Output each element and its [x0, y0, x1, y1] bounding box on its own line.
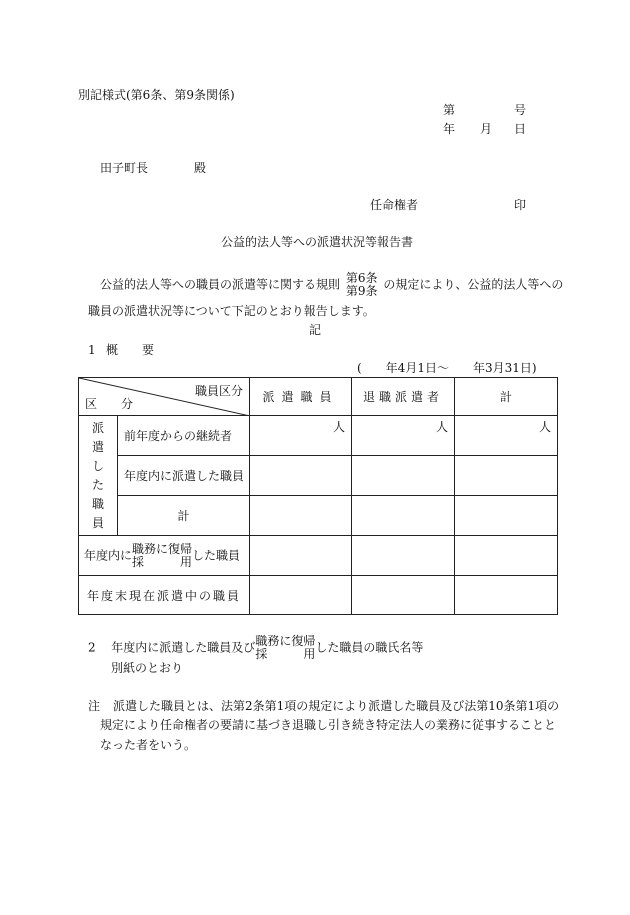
- cell-empty: [352, 536, 455, 576]
- table-header-row: [79, 378, 558, 416]
- ki-mark: 記: [309, 323, 322, 337]
- number-go: 号: [514, 103, 527, 117]
- cell-empty: [250, 536, 352, 576]
- note-label: 注: [88, 699, 101, 713]
- cell-empty: [352, 456, 455, 496]
- table-row: [79, 456, 558, 496]
- article-bottom: 第9条: [345, 284, 378, 298]
- table-row: [79, 576, 558, 615]
- section2-after: した職員の職氏名等: [315, 640, 424, 655]
- cell-empty: [455, 456, 558, 496]
- note-line-1: 派遣した職員とは、法第2条第1項の規定により派遣した職員及び法第10条第1項の: [113, 699, 560, 713]
- seal-mark: 印: [514, 198, 527, 212]
- col-header-total: 計: [455, 378, 558, 416]
- section2-sub: 別紙のとおり: [111, 661, 184, 675]
- section1-number: 1: [88, 343, 96, 357]
- cell-empty: [455, 536, 558, 576]
- cell-empty: [250, 576, 352, 615]
- section2-line: [88, 635, 423, 661]
- unit-label: 人: [250, 416, 352, 456]
- header-diagonal-cell: [79, 378, 250, 416]
- group-char: 員: [91, 515, 104, 530]
- article-top: 第6条: [345, 271, 378, 285]
- group-char: 派: [91, 420, 104, 435]
- group-label-dispatched: [79, 416, 118, 536]
- date-month: 月: [480, 122, 493, 136]
- col-header-retired: 退職派遣者: [352, 378, 455, 416]
- body-line1-after: の規定により、公益的法人等への: [383, 277, 564, 292]
- group-char: た: [91, 477, 104, 492]
- row-label-dispatched: 年度内に派遣した職員: [118, 456, 250, 496]
- note-line-3: なった者をいう。: [100, 738, 197, 752]
- cell-empty: [352, 496, 455, 536]
- addressee-honorific: 殿: [194, 161, 207, 175]
- date-year: 年: [443, 122, 456, 136]
- col-header-dispatch: 派遣職員: [250, 378, 352, 416]
- section2-bottom: 採 用: [255, 647, 316, 661]
- section1-title: 概 要: [106, 343, 155, 357]
- row-label-current: 年度末現在派遣中の職員: [79, 576, 250, 615]
- group-char: 職: [91, 496, 104, 511]
- number-dai: 第: [443, 103, 456, 117]
- body-line1-before: 公益的法人等への職員の派遣等に関する規則: [100, 277, 341, 292]
- cell-empty: [455, 576, 558, 615]
- row-label-continuing: 前年度からの継続者: [118, 416, 250, 456]
- returned-stack: [132, 543, 192, 569]
- cell-empty: [352, 576, 455, 615]
- date-day: 日: [514, 122, 527, 136]
- cell-empty: [250, 496, 352, 536]
- table-row: [79, 536, 558, 576]
- addressee-name: 田子町長: [100, 161, 149, 175]
- returned-suffix: した職員: [192, 548, 241, 562]
- section2-number: 2: [88, 640, 96, 655]
- appointer-label: 任命権者: [370, 198, 419, 212]
- unit-label: 人: [352, 416, 455, 456]
- section2-top: 職務に復帰: [255, 634, 316, 648]
- document-title: 公益的法人等への派遣状況等報告書: [221, 235, 414, 249]
- table-row: [79, 416, 558, 456]
- table-row: [79, 496, 558, 536]
- note-line-2: 規定により任命権者の要請に基づき退職し引き続き特定法人の業務に従事することと: [100, 718, 557, 732]
- form-title: 別記様式(第6条、第9条関係): [78, 88, 235, 102]
- header-diag-top: 職員区分: [194, 384, 243, 398]
- section2-stack: [255, 635, 315, 661]
- body-line-1: [100, 272, 563, 298]
- period-range: ( 年4月1日～ 年3月31日): [357, 361, 537, 375]
- row-label-subtotal: 計: [118, 496, 250, 536]
- returned-top: 職務に復帰: [132, 541, 193, 556]
- cell-empty: [250, 456, 352, 496]
- cell-empty: [455, 496, 558, 536]
- group-char: し: [91, 458, 104, 473]
- group-char: 遣: [91, 439, 104, 454]
- dispatch-summary-table: [78, 377, 558, 615]
- row-label-returned: [79, 536, 250, 576]
- returned-bottom: 採 用: [132, 554, 193, 569]
- article-stack: [346, 272, 378, 298]
- header-diag-bottom: 区 分: [85, 397, 134, 411]
- returned-prefix: 年度内に: [84, 548, 133, 562]
- body-line-2: 職員の派遣状況等について下記のとおり報告します。: [88, 304, 375, 318]
- section2-before: 年度内に派遣した職員及び: [111, 640, 256, 655]
- unit-label: 人: [455, 416, 558, 456]
